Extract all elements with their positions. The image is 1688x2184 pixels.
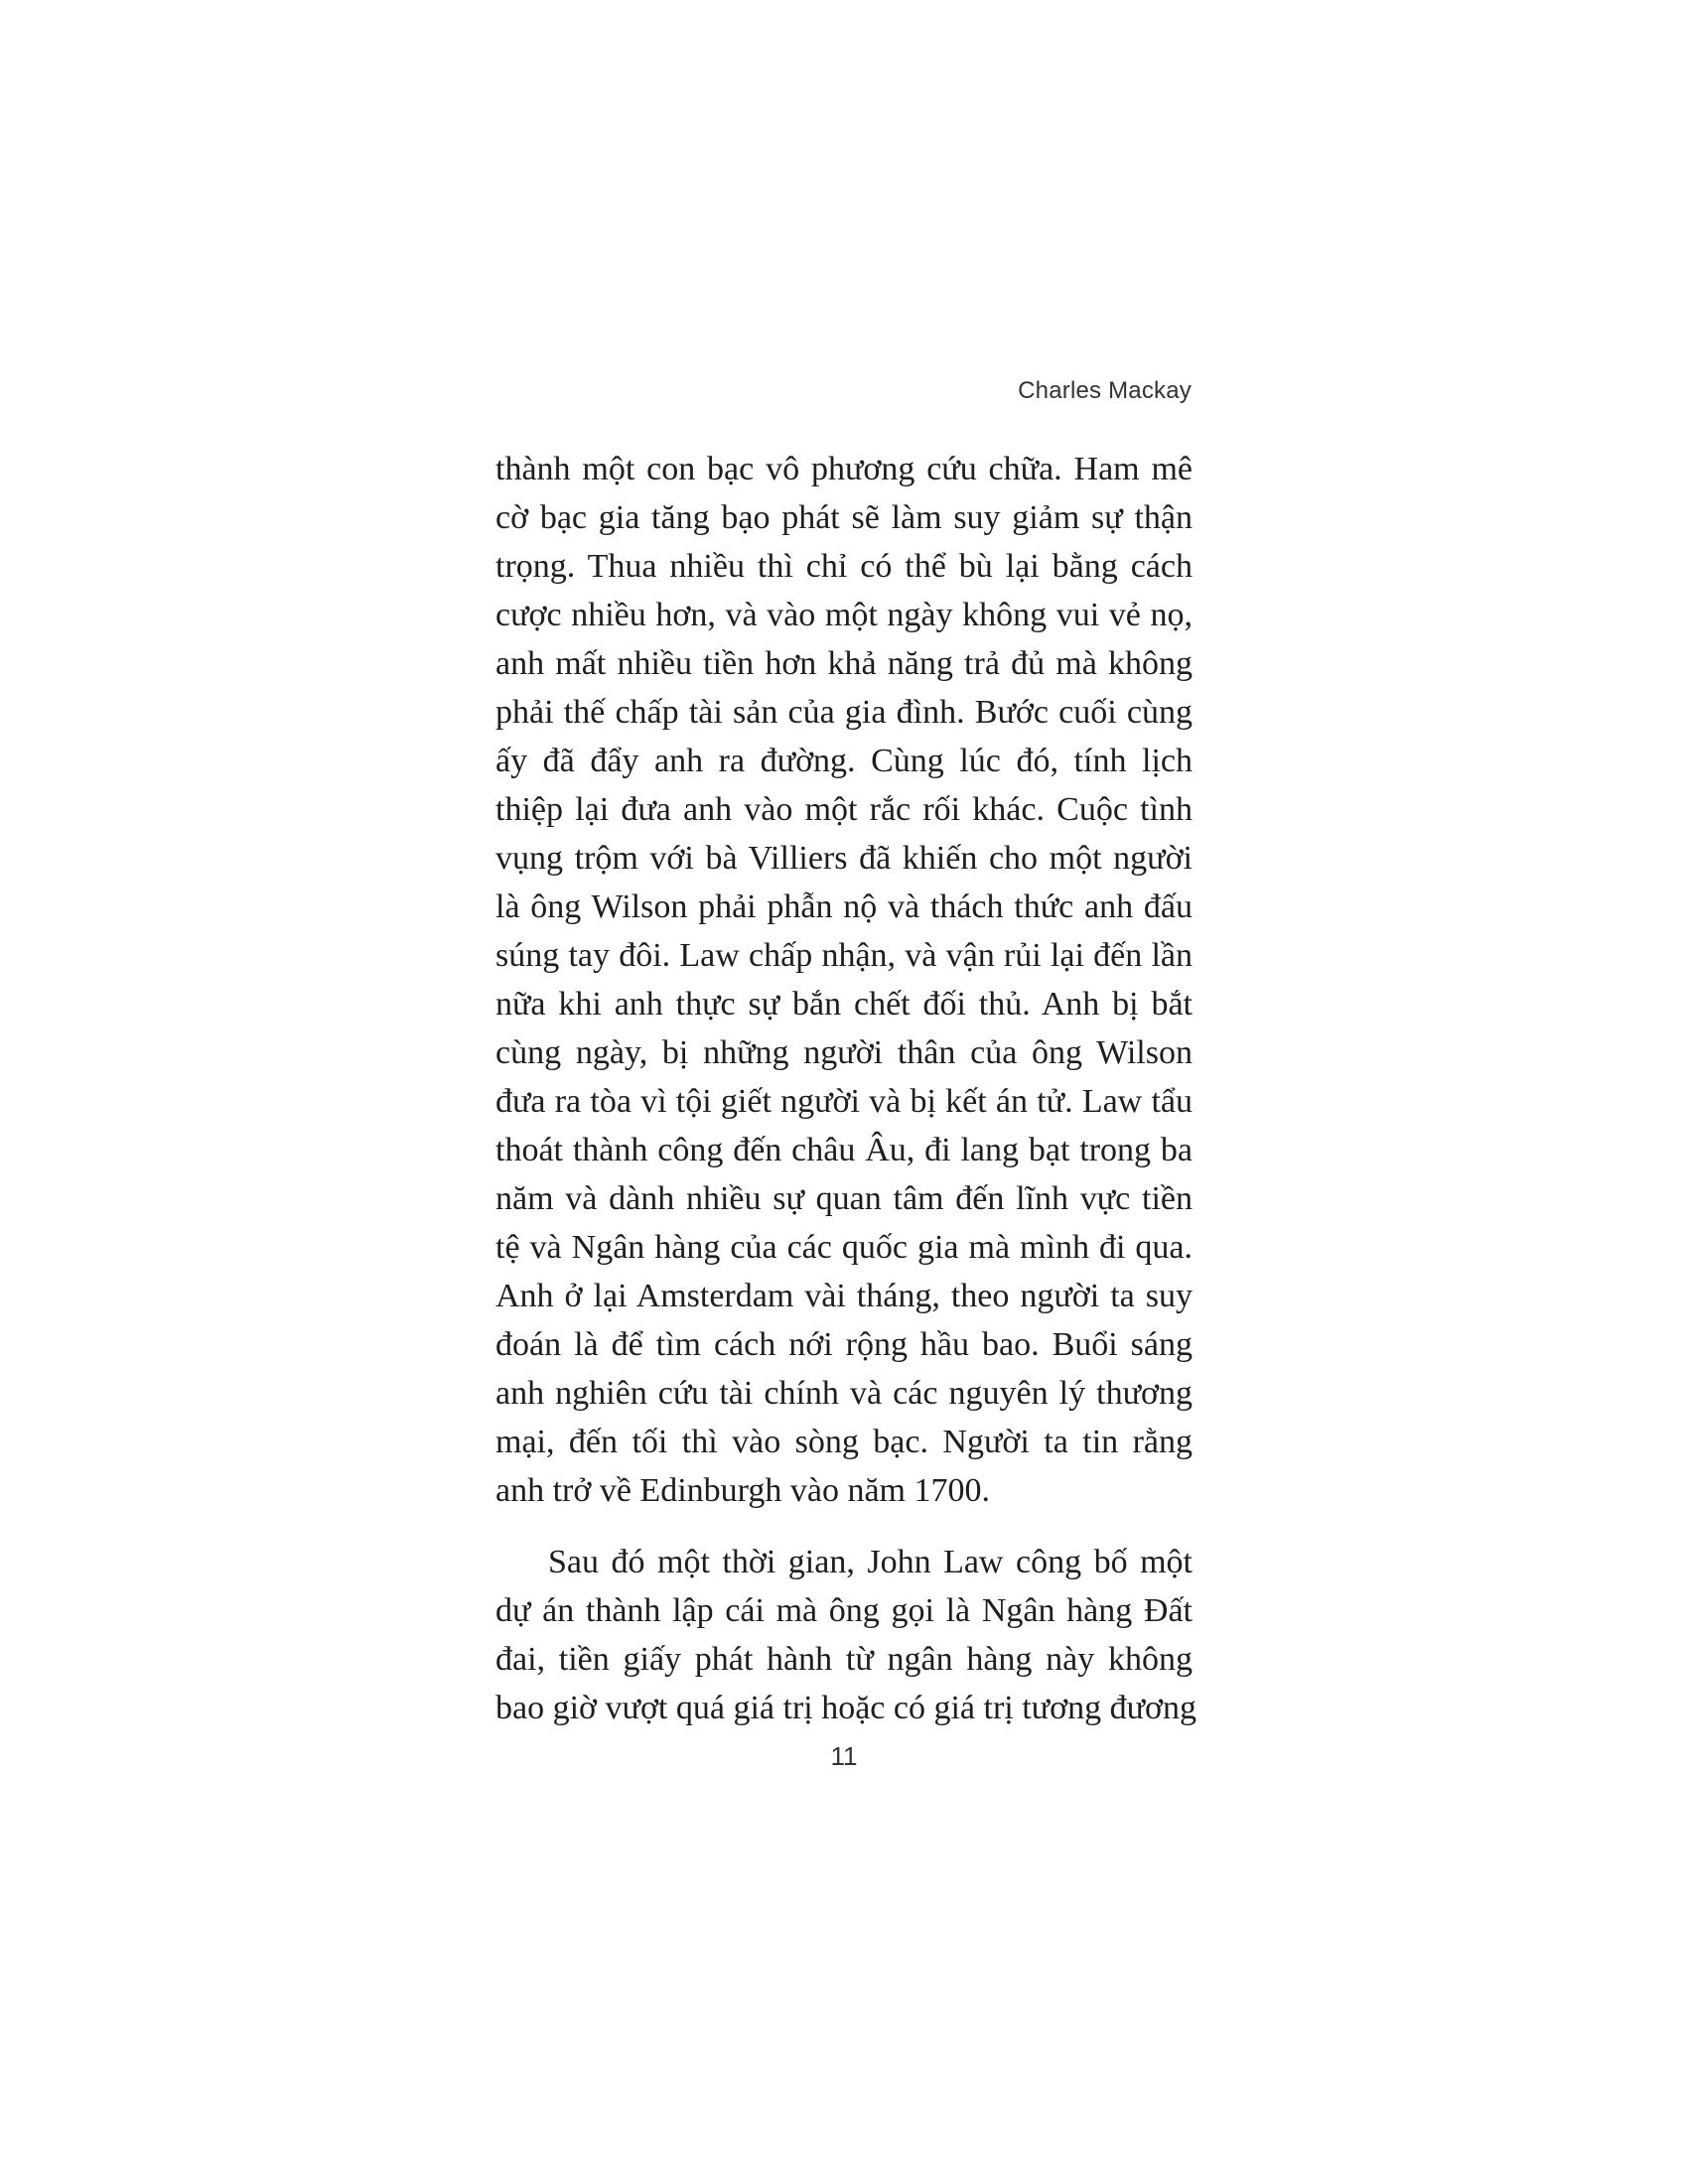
paragraph-1: [495, 445, 1193, 1515]
paragraph-spacer: [495, 1515, 1193, 1538]
text-line: nữa khi anh thực sự bắn chết đối thủ. Anh bị bắt: [495, 986, 1193, 1023]
text-line: anh nghiên cứu tài chính và các nguyên lý thương: [495, 1375, 1193, 1412]
text-line: dự án thành lập cái mà ông gọi là Ngân hàng Đất: [495, 1592, 1193, 1629]
body-text: [495, 445, 1196, 1732]
text-line: là ông Wilson phải phẫn nộ và thách thức anh đấu: [495, 888, 1193, 925]
text-line: năm và dành nhiều sự quan tâm đến lĩnh vực tiền: [495, 1180, 1193, 1217]
running-header-author: Charles Mackay: [1018, 377, 1192, 404]
text-line: tệ và Ngân hàng của các quốc gia mà mình đi qua.: [495, 1229, 1193, 1266]
text-line: mại, đến tối thì vào sòng bạc. Người ta tin rằng: [495, 1424, 1193, 1460]
text-line: thiệp lại đưa anh vào một rắc rối khác. Cuộc tình: [495, 791, 1193, 828]
text-line: đai, tiền giấy phát hành từ ngân hàng này không: [495, 1641, 1193, 1678]
text-line: bao giờ vượt quá giá trị hoặc có giá trị tương đương: [495, 1690, 1196, 1726]
text-line: cờ bạc gia tăng bạo phát sẽ làm suy giảm sự thận: [495, 499, 1193, 536]
text-line: anh mất nhiều tiền hơn khả năng trả đủ mà không: [495, 645, 1193, 682]
text-line: Sau đó một thời gian, John Law công bố một: [548, 1544, 1193, 1580]
text-line: đưa ra tòa vì tội giết người và bị kết án tử. Law tẩu: [495, 1083, 1193, 1120]
text-line: Anh ở lại Amsterdam vài tháng, theo người ta suy: [495, 1278, 1193, 1314]
page-number: 11: [830, 1741, 858, 1771]
text-line: cược nhiều hơn, và vào một ngày không vui vẻ nọ,: [495, 597, 1193, 633]
text-line: thành một con bạc vô phương cứu chữa. Ham mê: [495, 451, 1193, 487]
paragraph-2: [495, 1538, 1196, 1732]
text-line: đoán là để tìm cách nới rộng hầu bao. Buổi sáng: [495, 1326, 1193, 1363]
text-line: vụng trộm với bà Villiers đã khiến cho một người: [495, 840, 1193, 877]
text-line: ấy đã đẩy anh ra đường. Cùng lúc đó, tính lịch: [495, 743, 1193, 779]
text-line: súng tay đôi. Law chấp nhận, và vận rủi lại đến lần: [495, 937, 1193, 974]
text-line: phải thế chấp tài sản của gia đình. Bước cuối cùng: [495, 694, 1193, 731]
text-line: thoát thành công đến châu Âu, đi lang bạt trong ba: [495, 1132, 1193, 1168]
text-line: anh trở về Edinburgh vào năm 1700.: [495, 1472, 990, 1509]
text-line: cùng ngày, bị những người thân của ông Wilson: [495, 1034, 1193, 1071]
text-line: trọng. Thua nhiều thì chỉ có thể bù lại bằng cách: [495, 548, 1193, 585]
